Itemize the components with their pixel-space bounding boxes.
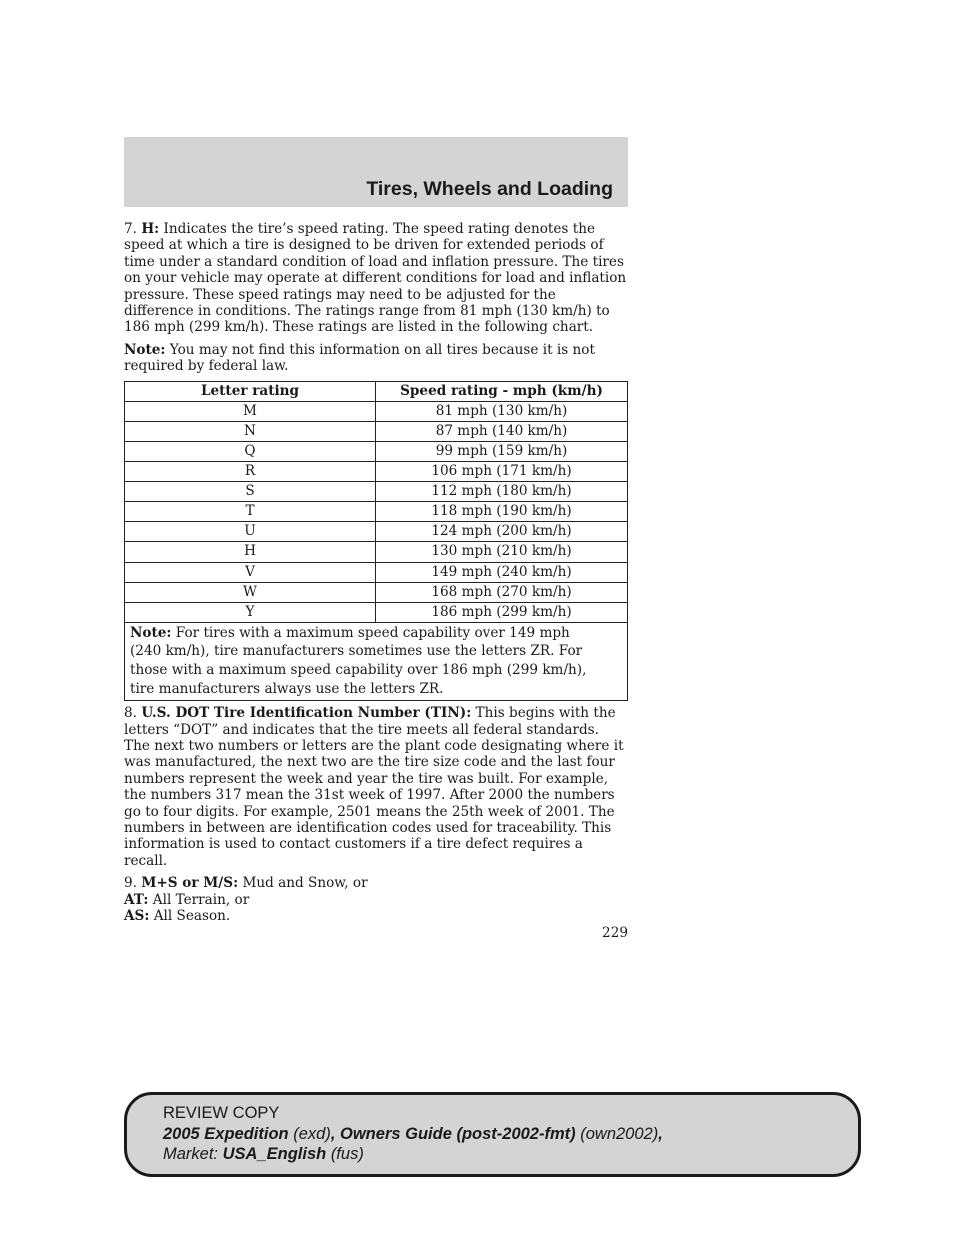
item-8-text: This begins with the letters “DOT” and indicates that the tire meets all federal standards. The next two numbers or letters are the plant code designating where it was manufactured, the next two are the tire size code and the last four numbers represent the week and year the tire was built. For example, the numbers 317 mean the 31st week of 1997. After 2000 the numbers go to four digits. For example, 2501 means the 25th week of 2001. The numbers in between are identification codes used for traceability. This information is used to contact customers if a tire defect requires a recall.	[124, 705, 624, 869]
footer-market-code: (fus)	[330, 1145, 364, 1163]
table-row	[125, 441, 628, 461]
table-row	[125, 582, 628, 602]
item-9-text: All Season.	[153, 908, 231, 925]
speed-cell: 186 mph (299 km/h)	[376, 602, 628, 622]
note-paragraph	[124, 342, 628, 375]
letter-cell: S	[125, 482, 376, 502]
letter-cell: N	[125, 421, 376, 441]
speed-cell: 81 mph (130 km/h)	[376, 401, 628, 421]
footer-text	[163, 1103, 663, 1165]
letter-cell: T	[125, 502, 376, 522]
table-note-text: For tires with a maximum speed capability over 149 mph	[175, 624, 570, 641]
footer-model: 2005 Expedition	[163, 1124, 289, 1143]
review-copy-footer	[124, 1092, 861, 1177]
table-note-row	[125, 622, 628, 700]
footer-model-line	[163, 1124, 663, 1145]
table-row	[125, 482, 628, 502]
speed-rating-table	[124, 381, 628, 702]
footer-review-label: REVIEW COPY	[163, 1104, 280, 1122]
footer-guide: Owners Guide (post-2002-fmt)	[340, 1124, 576, 1143]
speed-cell: 149 mph (240 km/h)	[376, 562, 628, 582]
column-header-letter-rating: Letter rating	[125, 381, 376, 401]
footer-separator: ,	[330, 1124, 336, 1143]
table-note-line: tire manufacturers always use the letters ZR.	[130, 680, 444, 697]
item-9-line	[124, 875, 628, 891]
item-9-paragraph	[124, 875, 628, 924]
footer-market-label: Market:	[163, 1145, 219, 1163]
table-note-line	[130, 624, 622, 643]
column-header-speed-rating: Speed rating - mph (km/h)	[376, 381, 628, 401]
item-9-line	[124, 892, 628, 908]
speed-cell: 112 mph (180 km/h)	[376, 482, 628, 502]
item-7-paragraph	[124, 221, 628, 336]
table-row	[125, 602, 628, 622]
item-9-number: 9.	[124, 875, 137, 892]
table-note-cell	[125, 622, 628, 700]
table-row	[125, 562, 628, 582]
letter-cell: U	[125, 522, 376, 542]
section-header-band	[124, 137, 628, 207]
letter-cell: R	[125, 462, 376, 482]
table-row	[125, 401, 628, 421]
item-8-number: 8.	[124, 705, 137, 722]
item-9-term: AS:	[124, 908, 150, 925]
item-9-text: Mud and Snow, or	[242, 875, 368, 892]
letter-cell: M	[125, 401, 376, 421]
footer-market: USA_English	[222, 1145, 327, 1163]
letter-cell: V	[125, 562, 376, 582]
table-row	[125, 522, 628, 542]
item-7-text: Indicates the tire’s speed rating. The speed rating denotes the speed at which a tire is designed to be driven for extended periods of time under a standard condition of load and inflation pressure. The tires on your vehicle may operate at different conditions for load and inflation pressure. These speed ratings may need to be adjusted for the difference in conditions. The ratings range from 81 mph (130 km/h) to 186 mph (299 km/h). These ratings are listed in the following chart.	[124, 221, 627, 336]
footer-separator: ,	[658, 1124, 663, 1143]
table-note-label: Note:	[130, 624, 172, 641]
speed-cell: 99 mph (159 km/h)	[376, 441, 628, 461]
page-number: 229	[602, 925, 628, 941]
note-label: Note:	[124, 341, 166, 358]
footer-model-code: (exd)	[293, 1124, 331, 1143]
page-content	[124, 221, 628, 930]
item-7-number: 7.	[124, 221, 137, 237]
letter-cell: Q	[125, 441, 376, 461]
speed-cell: 168 mph (270 km/h)	[376, 582, 628, 602]
item-9-text: All Terrain, or	[152, 891, 250, 908]
table-row	[125, 502, 628, 522]
table-note-line: (240 km/h), tire manufacturers sometimes use the letters ZR. For	[130, 643, 583, 660]
speed-cell: 87 mph (140 km/h)	[376, 421, 628, 441]
footer-market-line	[163, 1144, 663, 1165]
table-row	[125, 542, 628, 562]
footer-guide-code: (own2002)	[580, 1124, 659, 1143]
item-7-term: H:	[141, 221, 160, 237]
table-row	[125, 462, 628, 482]
table-note-line: those with a maximum speed capability over 186 mph (299 km/h),	[130, 661, 587, 678]
item-8-term: U.S. DOT Tire Identification Number (TIN):	[141, 705, 472, 722]
item-9-term: M+S or M/S:	[141, 875, 239, 892]
letter-cell: H	[125, 542, 376, 562]
letter-cell: Y	[125, 602, 376, 622]
speed-cell: 118 mph (190 km/h)	[376, 502, 628, 522]
speed-cell: 124 mph (200 km/h)	[376, 522, 628, 542]
speed-cell: 130 mph (210 km/h)	[376, 542, 628, 562]
table-row	[125, 421, 628, 441]
section-title: Tires, Wheels and Loading	[366, 178, 613, 200]
table-header-row	[125, 381, 628, 401]
note-text: You may not find this information on all tires because it is not required by federal law.	[124, 341, 595, 375]
item-9-line	[124, 908, 628, 924]
letter-cell: W	[125, 582, 376, 602]
item-8-paragraph	[124, 705, 628, 869]
item-9-term: AT:	[124, 891, 149, 908]
speed-cell: 106 mph (171 km/h)	[376, 462, 628, 482]
